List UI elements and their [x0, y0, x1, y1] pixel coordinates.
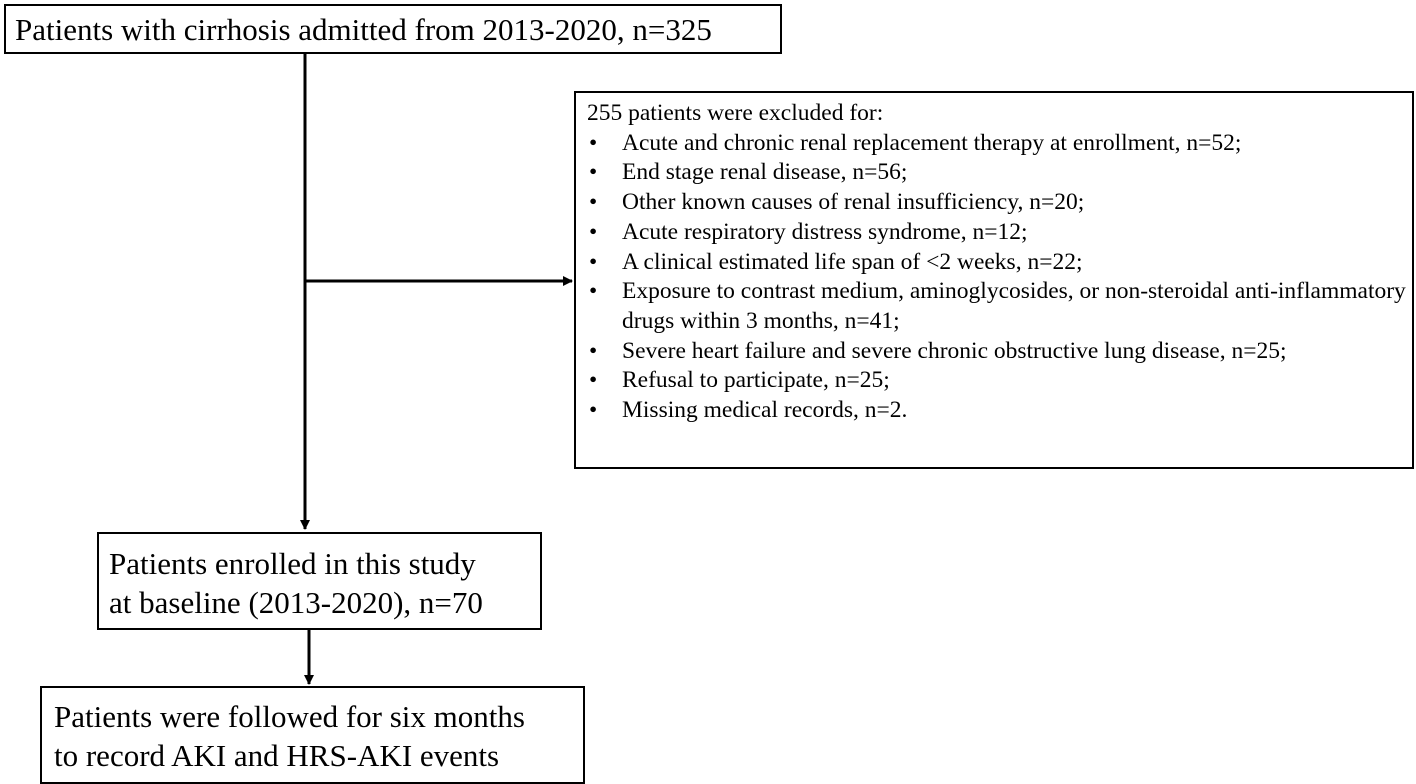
bullet-icon: •: [589, 218, 598, 245]
exclusion-item: • Missing medical records, n=2.: [587, 396, 1412, 426]
enrolled-box: [97, 532, 542, 630]
exclusion-item: • A clinical estimated life span of <2 weeks, n=22;: [587, 248, 1412, 278]
exclusion-item: • Acute respiratory distress syndrome, n=12;: [587, 218, 1412, 248]
exclusion-item: • Exposure to contrast medium, aminoglycosides, or non-steroidal anti-inflammatory drugs within 3 months, n=41;: [589, 278, 1406, 334]
bullet-icon: •: [589, 278, 598, 305]
exclusion-item: • End stage renal disease, n=56;: [587, 158, 1412, 188]
followup-line-1: Patients were followed for six months: [54, 699, 525, 734]
bullet-icon: •: [589, 159, 598, 186]
exclusion-item: • Other known causes of renal insufficiency, n=20;: [587, 188, 1412, 218]
exclusion-item: • Severe heart failure and severe chronic obstructive lung disease, n=25;: [587, 337, 1412, 367]
enrolled-line-1: Patients enrolled in this study: [109, 546, 476, 581]
exclusion-box: [574, 91, 1414, 469]
bullet-icon: •: [589, 337, 598, 364]
bullet-icon: •: [589, 397, 598, 424]
enrolled-line-2: at baseline (2013-2020), n=70: [109, 585, 483, 620]
exclusion-item: • Refusal to participate, n=25;: [587, 366, 1412, 396]
exclusion-heading: 255 patients were excluded for:: [587, 100, 884, 126]
bullet-icon: •: [589, 367, 598, 394]
exclusion-list: [587, 129, 1412, 426]
cohort-text: Patients with cirrhosis admitted from 2013-2020, n=325: [15, 12, 712, 47]
cohort-box: [4, 4, 782, 54]
bullet-icon: •: [589, 248, 598, 275]
followup-line-2: to record AKI and HRS-AKI events: [54, 738, 500, 773]
followup-box: [40, 686, 585, 784]
exclusion-item: • Acute and chronic renal replacement therapy at enrollment, n=52;: [587, 129, 1412, 159]
bullet-icon: •: [589, 129, 598, 156]
bullet-icon: •: [589, 189, 598, 216]
